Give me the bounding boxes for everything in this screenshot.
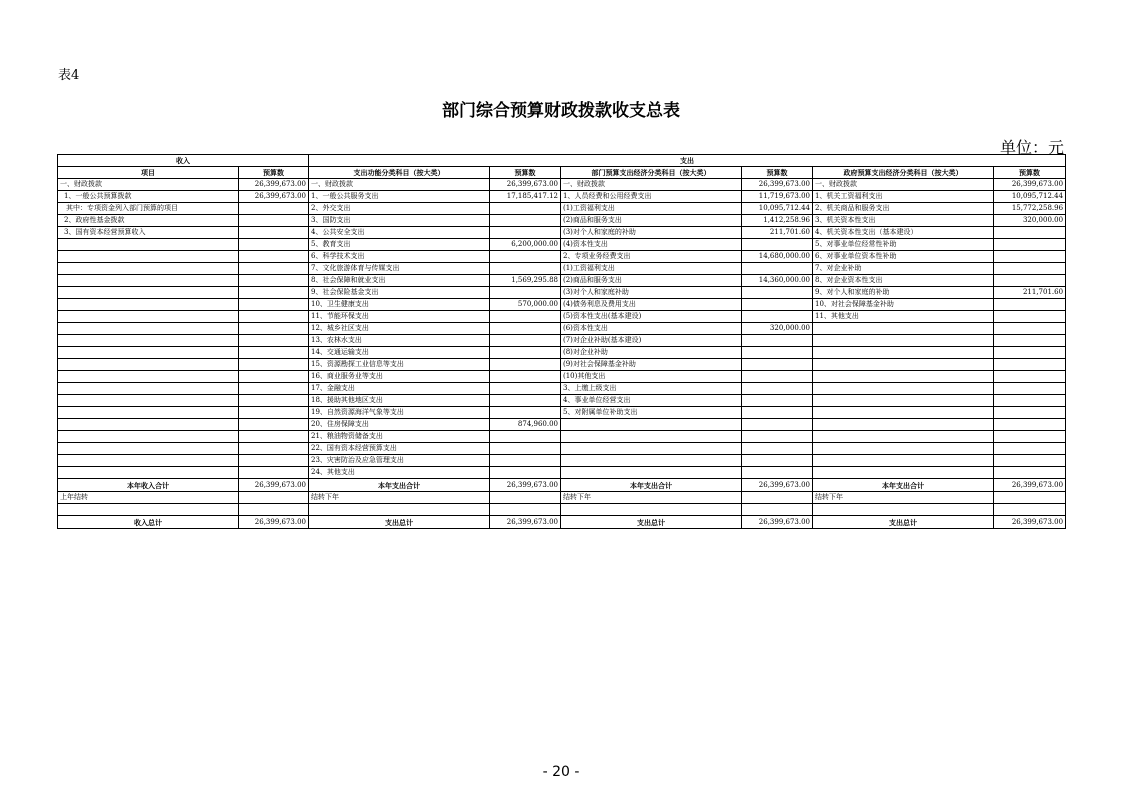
gov-grand-total-value: 26,399,673.00 [994,516,1066,529]
income-value-cell: 26,399,673.00 [239,191,309,203]
func-item-cell: 3、国防支出 [309,215,490,227]
dept-item-cell: (4)债务利息及费用支出 [561,299,742,311]
table-row [58,203,1066,215]
gov-item-cell: 1、机关工资福利支出 [813,191,994,203]
dept-item-cell: (2)商品和服务支出 [561,275,742,287]
table-row [58,407,1066,419]
func-value-cell [490,431,561,443]
gov-value-cell [994,371,1066,383]
func-value-cell [490,335,561,347]
gov-value-cell [994,395,1066,407]
gov-value-cell [994,311,1066,323]
year-income-total-label: 本年收入合计 [58,479,239,492]
table-row [58,359,1066,371]
dept-item-cell: (9)对社会保障基金补助 [561,359,742,371]
col-header-item: 项目 [58,167,239,179]
dept-item-cell: 一、财政拨款 [561,179,742,191]
gov-item-cell [813,407,994,419]
income-value-cell [239,455,309,467]
income-item-cell [58,287,239,299]
gov-item-cell [813,431,994,443]
table-row [58,335,1066,347]
year-func-total-value: 26,399,673.00 [490,479,561,492]
func-item-cell: 一、财政拨款 [309,179,490,191]
func-value-cell [490,407,561,419]
gov-value-cell [994,227,1066,239]
table-row [58,347,1066,359]
gov-value-cell [994,239,1066,251]
gov-value-cell [994,431,1066,443]
income-item-cell [58,335,239,347]
func-value-cell [490,311,561,323]
func-value-cell: 570,000.00 [490,299,561,311]
income-value-cell: 26,399,673.00 [239,179,309,191]
gov-value-cell [994,251,1066,263]
func-item-cell: 9、社会保险基金支出 [309,287,490,299]
income-item-cell [58,371,239,383]
expense-section-header: 支出 [309,155,1066,167]
next-year-carry-label: 结转下年 [813,492,994,504]
dept-item-cell: 2、专项业务经费支出 [561,251,742,263]
dept-value-cell [742,335,813,347]
gov-item-cell: 5、对事业单位经常性补助 [813,239,994,251]
func-value-cell: 874,960.00 [490,419,561,431]
income-value-cell [239,407,309,419]
income-item-cell [58,239,239,251]
dept-item-cell [561,419,742,431]
func-value-cell [490,287,561,299]
income-item-cell [58,251,239,263]
table-row [58,455,1066,467]
gov-value-cell: 15,772,258.96 [994,203,1066,215]
gov-item-cell: 一、财政拨款 [813,179,994,191]
table-row [58,239,1066,251]
gov-item-cell [813,419,994,431]
expense-grand-total-label: 支出总计 [813,516,994,529]
dept-item-cell: (4)资本性支出 [561,239,742,251]
expense-grand-total-label: 支出总计 [561,516,742,529]
gov-item-cell: 10、对社会保障基金补助 [813,299,994,311]
next-year-carry-label: 结转下年 [309,492,490,504]
dept-item-cell: (2)商品和服务支出 [561,215,742,227]
dept-value-cell [742,419,813,431]
func-item-cell: 7、文化旅游体育与传媒支出 [309,263,490,275]
next-year-carry-value [742,492,813,504]
gov-item-cell: 2、机关商品和服务支出 [813,203,994,215]
income-item-cell [58,419,239,431]
func-item-cell: 5、教育支出 [309,239,490,251]
dept-item-cell: 4、事业单位经营支出 [561,395,742,407]
income-value-cell [239,359,309,371]
func-value-cell [490,371,561,383]
gov-value-cell [994,335,1066,347]
income-item-cell [58,275,239,287]
dept-value-cell [742,359,813,371]
gov-value-cell [994,359,1066,371]
next-year-carry-label: 结转下年 [561,492,742,504]
func-value-cell [490,443,561,455]
func-item-cell: 11、节能环保支出 [309,311,490,323]
gov-value-cell [994,347,1066,359]
income-value-cell [239,467,309,479]
gov-value-cell: 10,095,712.44 [994,191,1066,203]
prev-year-carry-value [239,492,309,504]
gov-value-cell [994,455,1066,467]
func-value-cell [490,251,561,263]
budget-summary-table [57,154,1066,529]
section-header-row [58,155,1066,167]
dept-value-cell [742,467,813,479]
func-value-cell [490,359,561,371]
func-value-cell [490,263,561,275]
table-row [58,419,1066,431]
func-item-cell: 22、国有资本经营预算支出 [309,443,490,455]
income-item-cell: 3、国有资本经营预算收入 [58,227,239,239]
func-item-cell: 10、卫生健康支出 [309,299,490,311]
dept-value-cell [742,263,813,275]
gov-item-cell: 3、机关资本性支出 [813,215,994,227]
income-value-cell [239,299,309,311]
func-item-cell: 4、公共安全支出 [309,227,490,239]
year-expense-total-label: 本年支出合计 [561,479,742,492]
income-value-cell [239,239,309,251]
func-item-cell: 17、金融支出 [309,383,490,395]
dept-item-cell: (1)工资福利支出 [561,263,742,275]
dept-item-cell: 1、人员经费和公用经费支出 [561,191,742,203]
gov-value-cell [994,275,1066,287]
dept-value-cell [742,347,813,359]
col-header-budget: 预算数 [239,167,309,179]
func-item-cell: 12、城乡社区支出 [309,323,490,335]
dept-value-cell: 14,680,000.00 [742,251,813,263]
table-row [58,383,1066,395]
income-value-cell [239,323,309,335]
income-item-cell [58,323,239,335]
year-expense-total-label: 本年支出合计 [813,479,994,492]
func-item-cell: 21、粮油物资储备支出 [309,431,490,443]
income-value-cell [239,335,309,347]
dept-value-cell [742,239,813,251]
income-value-cell [239,419,309,431]
func-value-cell [490,323,561,335]
income-item-cell [58,431,239,443]
col-header-gov-econ: 政府预算支出经济分类科目（按大类） [813,167,994,179]
gov-value-cell: 26,399,673.00 [994,179,1066,191]
gov-item-cell [813,347,994,359]
table-row [58,299,1066,311]
gov-value-cell [994,407,1066,419]
dept-item-cell: (3)对个人和家庭补助 [561,287,742,299]
table-body [58,179,1066,479]
income-item-cell [58,383,239,395]
dept-item-cell [561,431,742,443]
unit-label: 单位：元 [999,138,1064,157]
dept-item-cell: (3)对个人和家庭的补助 [561,227,742,239]
func-item-cell: 13、农林水支出 [309,335,490,347]
year-total-row [58,479,1066,492]
table-row [58,227,1066,239]
table-row [58,215,1066,227]
year-dept-total-value: 26,399,673.00 [742,479,813,492]
gov-value-cell [994,443,1066,455]
income-item-cell: 2、政府性基金拨款 [58,215,239,227]
income-item-cell [58,347,239,359]
func-item-cell: 14、交通运输支出 [309,347,490,359]
income-grand-total-label: 收入总计 [58,516,239,529]
dept-grand-total-value: 26,399,673.00 [742,516,813,529]
func-value-cell [490,347,561,359]
next-year-carry-value [994,492,1066,504]
gov-value-cell [994,323,1066,335]
func-item-cell: 23、灾害防治及应急管理支出 [309,455,490,467]
table-row [58,371,1066,383]
table-row [58,287,1066,299]
income-value-cell [239,263,309,275]
dept-item-cell [561,455,742,467]
func-value-cell: 1,569,295.88 [490,275,561,287]
dept-value-cell: 10,095,712.44 [742,203,813,215]
func-value-cell: 17,185,417.12 [490,191,561,203]
income-value-cell [239,251,309,263]
table-row [58,323,1066,335]
gov-item-cell [813,467,994,479]
gov-item-cell [813,359,994,371]
income-item-cell [58,407,239,419]
dept-item-cell [561,443,742,455]
dept-item-cell: 3、上缴上级支出 [561,383,742,395]
income-value-cell [239,395,309,407]
gov-item-cell [813,395,994,407]
table-row [58,191,1066,203]
table-row [58,263,1066,275]
gov-item-cell: 7、对企业补助 [813,263,994,275]
grand-total-row [58,516,1066,529]
income-item-cell [58,467,239,479]
carry-over-row [58,492,1066,504]
gov-item-cell: 11、其他支出 [813,311,994,323]
income-item-cell [58,455,239,467]
dept-value-cell [742,455,813,467]
income-item-cell: 1、一般公共预算拨款 [58,191,239,203]
gov-value-cell [994,419,1066,431]
func-value-cell [490,383,561,395]
gov-value-cell [994,383,1066,395]
gov-item-cell [813,443,994,455]
gov-item-cell [813,335,994,347]
income-value-cell [239,287,309,299]
income-item-cell [58,359,239,371]
income-section-header: 收入 [58,155,309,167]
table-row [58,179,1066,191]
dept-item-cell [561,467,742,479]
expense-grand-total-label: 支出总计 [309,516,490,529]
income-grand-total-value: 26,399,673.00 [239,516,309,529]
func-value-cell [490,455,561,467]
func-item-cell: 20、住房保障支出 [309,419,490,431]
next-year-carry-value [490,492,561,504]
income-value-cell [239,203,309,215]
col-header-dept-econ: 部门预算支出经济分类科目（按大类） [561,167,742,179]
dept-value-cell: 14,360,000.00 [742,275,813,287]
income-item-cell [58,443,239,455]
income-item-cell [58,311,239,323]
gov-item-cell [813,455,994,467]
col-header-budget: 预算数 [742,167,813,179]
func-item-cell: 15、资源勘探工业信息等支出 [309,359,490,371]
income-item-cell: 一、财政拨款 [58,179,239,191]
func-item-cell: 8、社会保障和就业支出 [309,275,490,287]
func-item-cell: 2、外交支出 [309,203,490,215]
table-row [58,467,1066,479]
dept-value-cell [742,395,813,407]
gov-item-cell [813,371,994,383]
dept-value-cell: 320,000.00 [742,323,813,335]
year-gov-total-value: 26,399,673.00 [994,479,1066,492]
gov-value-cell: 211,701.60 [994,287,1066,299]
func-item-cell: 19、自然资源海洋气象等支出 [309,407,490,419]
column-header-row [58,167,1066,179]
gov-item-cell: 4、机关资本性支出（基本建设） [813,227,994,239]
gov-item-cell: 8、对企业资本性支出 [813,275,994,287]
func-item-cell: 6、科学技术支出 [309,251,490,263]
gov-value-cell [994,299,1066,311]
dept-value-cell [742,431,813,443]
table-number-label: 表4 [58,68,80,83]
gov-item-cell: 6、对事业单位资本性补助 [813,251,994,263]
dept-item-cell: (6)资本性支出 [561,323,742,335]
prev-year-carry-label: 上年结转 [58,492,239,504]
year-income-total-value: 26,399,673.00 [239,479,309,492]
income-value-cell [239,215,309,227]
func-item-cell: 1、一般公共服务支出 [309,191,490,203]
table-row [58,431,1066,443]
dept-item-cell: 5、对附属单位补助支出 [561,407,742,419]
func-item-cell: 24、其他支出 [309,467,490,479]
gov-value-cell [994,467,1066,479]
func-value-cell [490,203,561,215]
table-row [58,443,1066,455]
dept-value-cell: 11,719,673.00 [742,191,813,203]
dept-value-cell: 26,399,673.00 [742,179,813,191]
income-value-cell [239,443,309,455]
gov-item-cell: 9、对个人和家庭的补助 [813,287,994,299]
income-value-cell [239,227,309,239]
income-value-cell [239,275,309,287]
func-value-cell: 26,399,673.00 [490,179,561,191]
func-value-cell [490,467,561,479]
dept-item-cell: (5)资本性支出(基本建设) [561,311,742,323]
page-number: - 20 - [542,764,580,780]
dept-item-cell: (8)对企业补助 [561,347,742,359]
dept-value-cell [742,371,813,383]
table-row [58,311,1066,323]
income-value-cell [239,383,309,395]
func-item-cell: 16、商业服务业等支出 [309,371,490,383]
func-grand-total-value: 26,399,673.00 [490,516,561,529]
income-value-cell [239,371,309,383]
income-value-cell [239,347,309,359]
income-item-cell [58,263,239,275]
col-header-budget: 预算数 [490,167,561,179]
dept-item-cell: (1)工资福利支出 [561,203,742,215]
func-value-cell [490,227,561,239]
dept-value-cell [742,299,813,311]
dept-value-cell [742,287,813,299]
income-value-cell [239,431,309,443]
dept-value-cell [742,311,813,323]
dept-value-cell [742,443,813,455]
col-header-budget: 预算数 [994,167,1066,179]
gov-item-cell [813,383,994,395]
income-item-cell [58,395,239,407]
dept-item-cell: (7)对企业补助(基本建设) [561,335,742,347]
page-title: 部门综合预算财政拨款收支总表 [442,101,680,121]
income-item-cell [58,299,239,311]
blank-row [58,504,1066,516]
dept-value-cell [742,407,813,419]
gov-value-cell: 320,000.00 [994,215,1066,227]
func-value-cell [490,215,561,227]
dept-value-cell [742,383,813,395]
dept-value-cell: 1,412,258.96 [742,215,813,227]
income-value-cell [239,311,309,323]
table-row [58,251,1066,263]
year-expense-total-label: 本年支出合计 [309,479,490,492]
func-value-cell [490,395,561,407]
gov-item-cell [813,323,994,335]
dept-value-cell: 211,701.60 [742,227,813,239]
table-row [58,395,1066,407]
col-header-func-class: 支出功能分类科目（按大类） [309,167,490,179]
dept-item-cell: (10)其他支出 [561,371,742,383]
gov-value-cell [994,263,1066,275]
func-item-cell: 18、援助其他地区支出 [309,395,490,407]
table-row [58,275,1066,287]
func-value-cell: 6,200,000.00 [490,239,561,251]
income-item-cell: 其中：专项资金列入部门预算的项目 [58,203,239,215]
